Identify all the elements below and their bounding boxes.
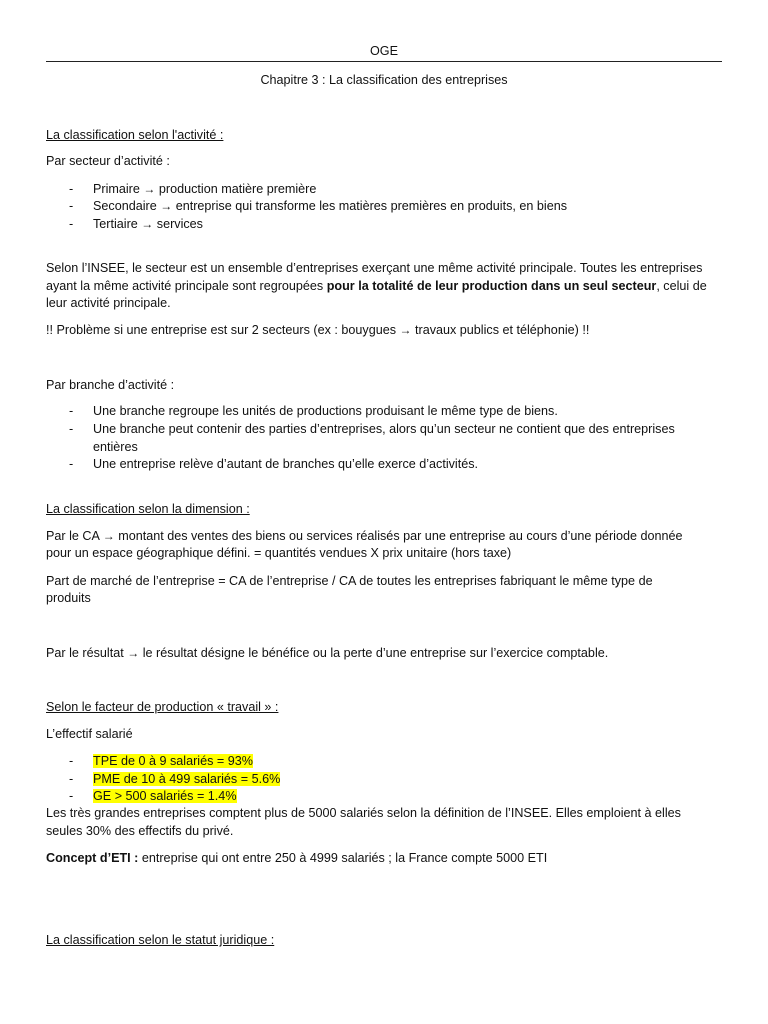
insee-line-3: leur activité principale. [46, 296, 171, 310]
ca-line-2: pour un espace géographique défini. = quantités vendues X prix unitaire (hors taxe) [46, 546, 512, 560]
section-heading-travail: Selon le facteur de production « travail » : [46, 700, 279, 714]
arrow-icon: → [102, 529, 115, 543]
header-rule [46, 61, 722, 62]
highlighted-text: GE > 500 salariés = 1.4% [93, 789, 237, 803]
eti-bold-label: Concept d’ETI : [46, 851, 139, 865]
list-marker: - [69, 422, 74, 436]
sub-heading-branche: Par branche d’activité : [46, 378, 175, 392]
arrow-icon: → [141, 217, 154, 231]
list-marker: - [69, 404, 74, 418]
list-marker: - [69, 457, 74, 471]
list-marker: - [69, 182, 74, 196]
sub-heading-secteur: Par secteur d’activité : [46, 154, 170, 168]
part-marche-line-1: Part de marché de l’entreprise = CA de l’entreprise / CA de toutes les entreprises fabriquant le même type de [46, 574, 653, 588]
section-heading-statut: La classification selon le statut juridique : [46, 933, 275, 947]
list-marker: - [69, 754, 74, 768]
highlighted-text: TPE de 0 à 9 salariés = 93% [93, 754, 253, 768]
insee-bold-text: pour la totalité de leur production dans un seul secteur [326, 279, 657, 293]
chapter-title: Chapitre 3 : La classification des entreprises [260, 73, 508, 87]
arrow-icon: → [160, 199, 173, 213]
list-marker: - [69, 772, 74, 786]
part-marche-line-2: produits [46, 591, 91, 605]
resultat-line: Par le résultat → le résultat désigne le bénéfice ou la perte d’une entreprise sur l’exercice comptable. [46, 646, 609, 660]
section-heading-activite: La classification selon l'activité : [46, 128, 224, 142]
effectif-label: L’effectif salarié [46, 727, 133, 741]
header-title: OGE [370, 44, 398, 58]
arrow-icon: → [399, 323, 412, 337]
list-marker: - [69, 199, 74, 213]
probleme-line: !! Problème si une entreprise est sur 2 secteurs (ex : bouygues → travaux publics et téléphonie) !! [46, 323, 590, 337]
tge-line-1: Les très grandes entreprises comptent plus de 5000 salariés selon la définition de l’INSEE. Elles emploient à elles [46, 806, 681, 820]
insee-line-2: ayant la même activité principale sont regroupées pour la totalité de leur production dans un seul secteur, celui de [46, 279, 707, 293]
insee-line-1: Selon l’INSEE, le secteur est un ensemble d’entreprises exerçant une même activité principale. Toutes les entreprises [46, 261, 703, 275]
arrow-icon: → [127, 646, 140, 660]
highlighted-text: PME de 10 à 499 salariés = 5.6% [93, 772, 281, 786]
list-marker: - [69, 789, 74, 803]
document-page: OGE Chapitre 3 : La classification des entreprises La classification selon l'activité : Par secteur d’activité : - Primaire → production matière première - Secondaire → entreprise qui transforme les matières premières en produits, en biens - Tertiaire → services Selon l’INSEE, le secteur est un ensemble d’entreprises exerçant une même activité principale. Toutes les entreprises ayant la même activité principale sont regroupées pour la totalité de leur production dans un seul secteur, celui de leur activité principale. !! Problème si une entreprise est sur 2 secteurs (ex : bouygues → travaux publics et téléphonie) !! Par branche d’activité : - Une branche regroupe les unités de productions produisant le même type de biens. - Une branche peut contenir des parties d’entreprises, alors qu’un secteur ne contient que des entreprises entières - Une entreprise relève d’autant de branches qu’elle exerce d’activités. La classification selon la dimension : Par le CA → montant des ventes des biens ou services réalisés par une entreprise au cours d’une période donnée pour un espace géographique défini. = quantités vendues X prix unitaire (hors taxe) Part de marché de l’entreprise = CA de l’entreprise / CA de toutes les entreprises fabriquant le même type de produits Par le résultat → le résultat désigne le bénéfice ou la perte d’une entreprise sur l’exercice comptable. Selon le facteur de production « travail » : L’effectif salarié - TPE de 0 à 9 salariés = 93% - PME de 10 à 499 salariés = 5.6% - GE > 500 salariés = 1.4% Les très grandes entreprises comptent plus de 5000 salariés selon la définition de l’INSEE. Elles emploient à elles seules 30% des effectifs du privé. Concept d’ETI : entreprise qui ont entre 250 à 4999 salariés ; la France compte 5000 ETI La classification selon le statut juridique : [0, 0, 768, 1024]
eti-line: Concept d’ETI : entreprise qui ont entre 250 à 4999 salariés ; la France compte 5000 ETI [46, 851, 548, 865]
list-marker: - [69, 217, 74, 231]
section-heading-dimension: La classification selon la dimension : [46, 502, 250, 516]
arrow-icon: → [143, 182, 156, 196]
ca-line-1: Par le CA → montant des ventes des biens ou services réalisés par une entreprise au cours d’une période donnée [46, 529, 683, 543]
tge-line-2: seules 30% des effectifs du privé. [46, 824, 234, 838]
